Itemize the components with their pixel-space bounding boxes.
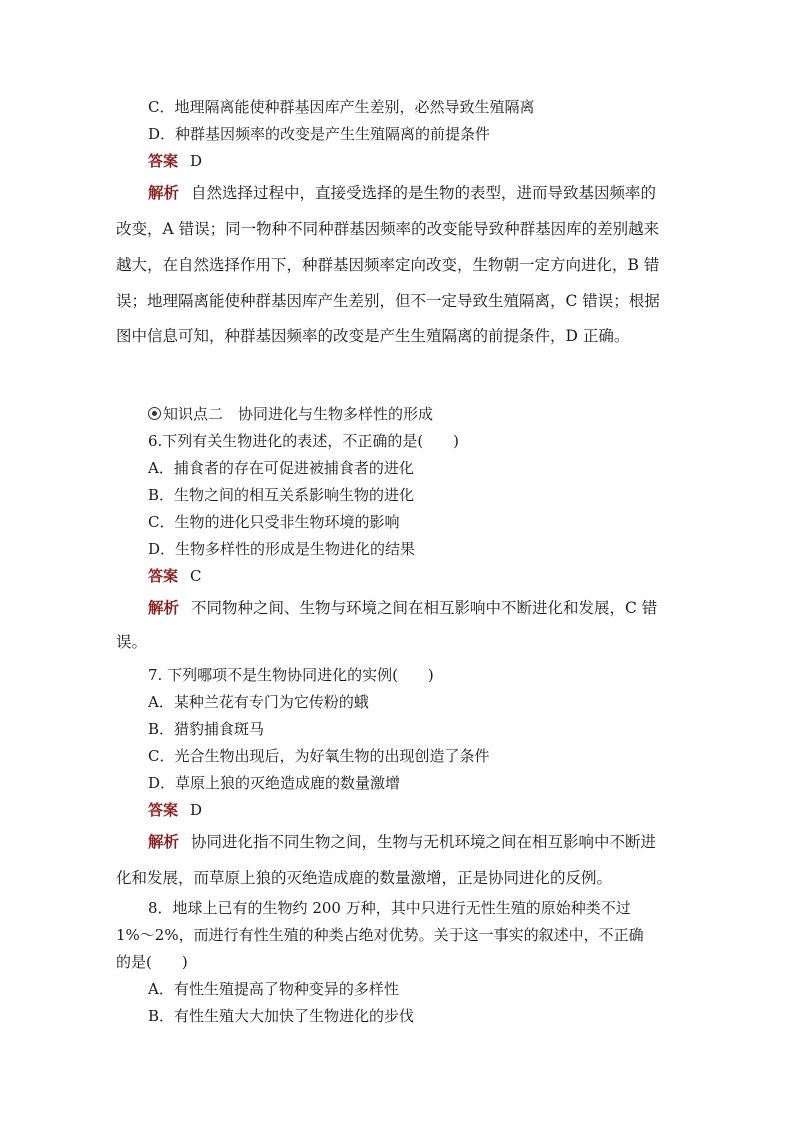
answer-label: 答案 xyxy=(148,801,179,819)
answer-value: D xyxy=(190,801,203,819)
analysis-text: 协同进化指不同生物之间，生物与无机环境之间在相互影响中不断进 xyxy=(191,833,657,851)
analysis-label: 解析 xyxy=(148,598,180,617)
answer-label: 答案 xyxy=(148,567,179,585)
analysis-line: 越大，在自然选择作用下，种群基因频率定向改变，生物朝一定方向进化，B 错 xyxy=(116,256,660,274)
analysis-line: 图中信息可知，种群基因频率的改变是产生生殖隔离的前提条件，D 正确。 xyxy=(116,327,630,345)
analysis-label: 解析 xyxy=(148,183,180,202)
question-stem-line: 1%～2%，而进行有性生殖的种类占绝对优势。关于这一事实的叙述中，不正确 xyxy=(116,926,644,944)
analysis-line xyxy=(148,832,656,852)
option-b: B．猎豹捕食斑马 xyxy=(148,720,265,738)
option-c: C．生物的进化只受非生物环境的影响 xyxy=(148,513,400,531)
option-c: C．地理隔离能使种群基因库产生差别，必然导致生殖隔离 xyxy=(148,98,535,116)
option-b: B．有性生殖大大加快了生物进化的步伐 xyxy=(148,1007,415,1025)
option-a: A．某种兰花有专门为它传粉的蛾 xyxy=(148,693,369,711)
question-stem: 7. 下列哪项不是生物协同进化的实例( ) xyxy=(148,666,434,684)
answer-row xyxy=(148,800,202,820)
answer-label: 答案 xyxy=(148,152,179,170)
knowledge-point-heading xyxy=(148,404,433,424)
analysis-label: 解析 xyxy=(148,832,180,851)
option-d: D．草原上狼的灭绝造成鹿的数量激增 xyxy=(148,774,401,792)
analysis-line: 化和发展，而草原上狼的灭绝造成鹿的数量激增，正是协同进化的反例。 xyxy=(116,869,613,887)
option-a: A．捕食者的存在可促进被捕食者的进化 xyxy=(148,459,414,477)
option-d: D．生物多样性的形成是生物进化的结果 xyxy=(148,540,416,558)
analysis-line xyxy=(148,183,656,203)
analysis-text: 自然选择过程中，直接受选择的是生物的表型，进而导致基因频率的 xyxy=(191,184,657,202)
analysis-line: 误。 xyxy=(116,633,148,651)
analysis-text: 不同物种之间、生物与环境之间在相互影响中不断进化和发展，C 错 xyxy=(191,599,658,617)
knowledge-point-title: 知识点二 协同进化与生物多样性的形成 xyxy=(163,405,434,423)
option-c: C．光合生物出现后，为好氧生物的出现创造了条件 xyxy=(148,747,490,765)
answer-value: D xyxy=(190,152,203,170)
answer-row xyxy=(148,566,202,586)
answer-value: C xyxy=(190,567,202,585)
answer-row xyxy=(148,151,202,171)
analysis-line xyxy=(148,598,657,618)
question-stem: 8．地球上已有的生物约 200 万种，其中只进行无性生殖的原始种类不过 xyxy=(148,899,631,917)
question-stem-line: 的是( ) xyxy=(116,953,188,971)
bullet-icon xyxy=(148,407,161,420)
analysis-line: 误；地理隔离能使种群基因库产生差别，但不一定导致生殖隔离，C 错误；根据 xyxy=(116,292,660,310)
question-stem: 6.下列有关生物进化的表述，不正确的是( ) xyxy=(148,432,460,450)
option-a: A．有性生殖提高了物种变异的多样性 xyxy=(148,980,399,998)
option-d: D．种群基因频率的改变是产生生殖隔离的前提条件 xyxy=(148,125,491,143)
analysis-line: 改变，A 错误；同一物种不同种群基因频率的改变能导致种群基因库的差别越来 xyxy=(116,220,660,238)
option-b: B．生物之间的相互关系影响生物的进化 xyxy=(148,486,415,504)
